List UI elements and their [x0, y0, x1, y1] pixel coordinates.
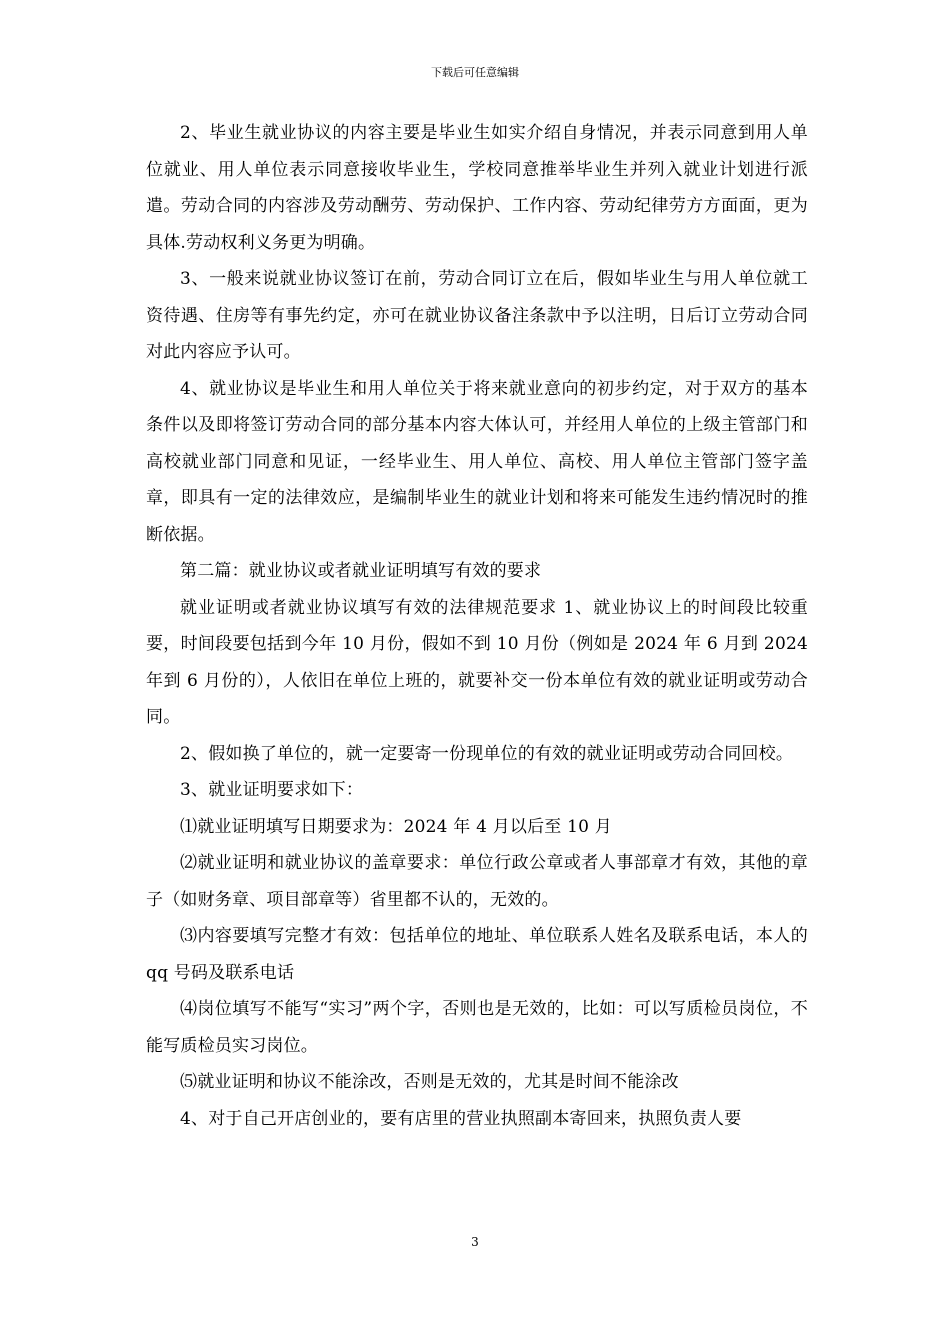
list-item-content-complete: ⑶内容要填写完整才有效：包括单位的地址、单位联系人姓名及联系电话，本人的 qq 号码及联系电话: [146, 926, 808, 983]
list-item-seal-requirement: ⑵就业证明和就业协议的盖章要求：单位行政公章或者人事部章才有效，其他的章子（如财务章、项目部章等）省里都不认的，无效的。: [146, 853, 808, 910]
page-header: 下载后可任意编辑: [431, 66, 519, 79]
list-item-date-requirement: ⑴就业证明填写日期要求为：2024 年 4 月以后至 10 月: [180, 816, 612, 837]
paragraph-agreement-content: 2、毕业生就业协议的内容主要是毕业生如实介绍自身情况，并表示同意到用人单位就业、用人单位表示同意接收毕业生，学校同意推举毕业生并列入就业计划进行派遣。劳动合同的内容涉及劳动酬劳、劳动保护、工作内容、劳动纪律劳方方面面，更为具体.劳动权利义务更为明确。: [146, 123, 808, 253]
paragraph-proof-requirements: 3、就业证明要求如下：: [180, 780, 364, 800]
paragraph-signing-order: 3、一般来说就业协议签订在前，劳动合同订立在后，假如毕业生与用人单位就工资待遇、住房等有事先约定，亦可在就业协议备注条款中予以注明，日后订立劳动合同对此内容应予认可。: [146, 269, 808, 362]
list-item-no-alteration: ⑸就业证明和协议不能涂改，否则是无效的，尤其是时间不能涂改: [180, 1072, 679, 1092]
section-heading-part-two: 第二篇：就业协议或者就业证明填写有效的要求: [180, 561, 542, 581]
paragraph-change-employer: 2、假如换了单位的，就一定要寄一份现单位的有效的就业证明或劳动合同回校。: [180, 743, 794, 764]
paragraph-agreement-nature: 4、就业协议是毕业生和用人单位关于将来就业意向的初步约定，对于双方的基本条件以及即将签订劳动合同的部分基本内容大体认可，并经用人单位的上级主管部门和高校就业部门同意和见证，一经毕业生、用人单位、高校、用人单位主管部门签字盖章，即具有一定的法律效应，是编制毕业生的就业计划和将来可能发生违约情况时的推断依据。: [146, 378, 808, 545]
document-body: [146, 115, 808, 1137]
list-item-position-field: ⑷岗位填写不能写“实习”两个字，否则也是无效的，比如：可以写质检员岗位，不能写质检员实习岗位。: [146, 999, 808, 1056]
paragraph-self-employed: 4、对于自己开店创业的，要有店里的营业执照副本寄回来，执照负责人要: [180, 1108, 742, 1129]
page-number: 3: [471, 1235, 479, 1249]
paragraph-validity-requirements: 就业证明或者就业协议填写有效的法律规范要求 1、就业协议上的时间段比较重要，时间段要包括到今年 10 月份，假如不到 10 月份（例如是 2024 年 6 月到 2024 年到 6 月份的），人依旧在单位上班的，就要补交一份本单位有效的就业证明或劳动合同。: [146, 597, 808, 727]
